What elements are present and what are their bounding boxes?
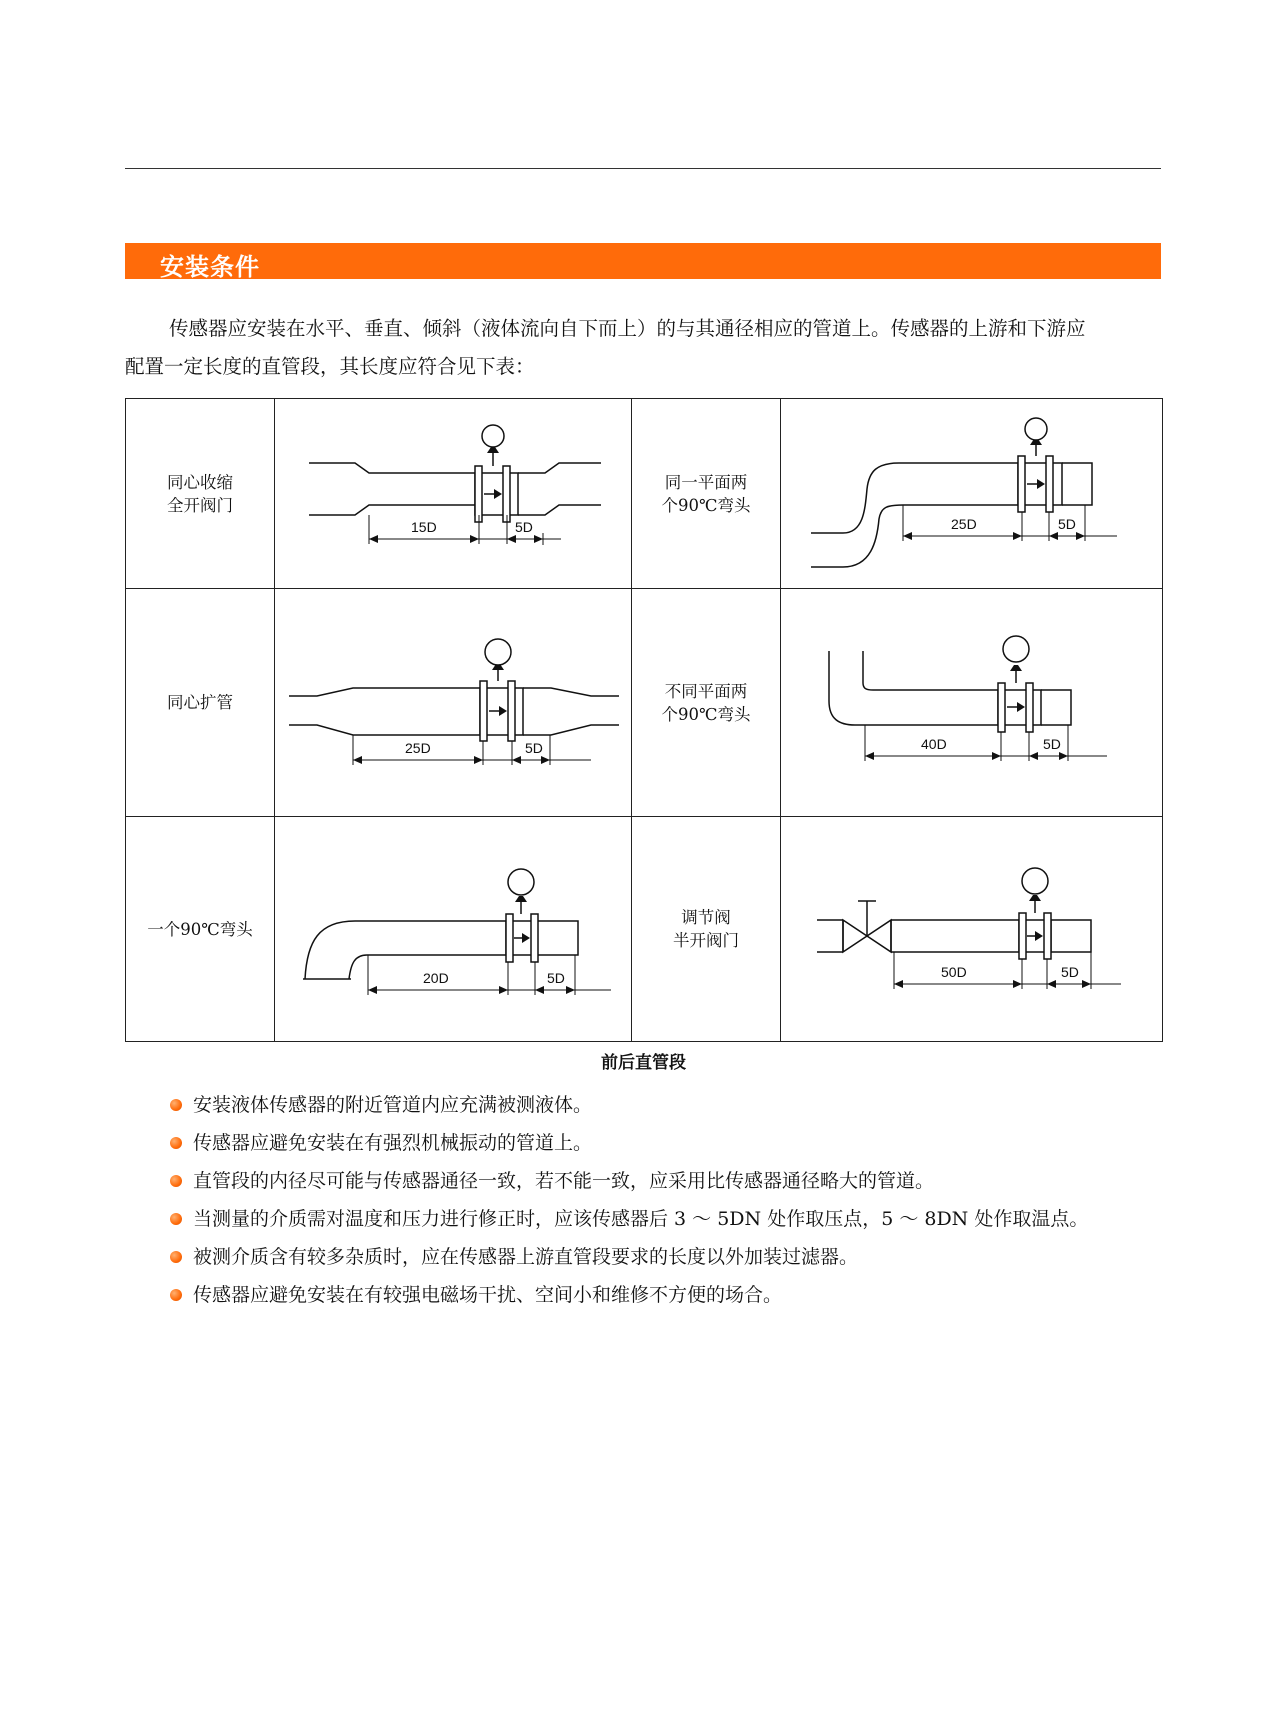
bullet-icon (170, 1251, 182, 1263)
upstream-length-label: 15D (411, 519, 437, 535)
header-rule (125, 168, 1161, 169)
list-item: 传感器应避免安装在有较强电磁场干扰、空间小和维修不方便的场合。 (168, 1276, 1168, 1314)
upstream-length-label: 25D (951, 516, 977, 532)
intro-line-1: 传感器应安装在水平、垂直、倾斜（液体流向自下而上）的与其通径相应的管道上。传感器的上游和下游应 (169, 317, 1086, 340)
downstream-length-label: 5D (547, 970, 565, 986)
downstream-length-label: 5D (1061, 964, 1079, 980)
upstream-length-label: 20D (423, 970, 449, 986)
label-control-valve: 调节阀 半开阀门 (632, 817, 781, 1042)
diagram-concentric-reducer (275, 399, 632, 589)
bullet-icon (170, 1213, 182, 1225)
section-header-bar (125, 243, 1161, 279)
list-item: 被测介质含有较多杂质时，应在传感器上游直管段要求的长度以外加装过滤器。 (168, 1238, 1168, 1276)
intro-paragraph (125, 310, 1165, 386)
table-row (126, 399, 1163, 589)
downstream-length-label: 5D (525, 740, 543, 756)
list-item: 安装液体传感器的附近管道内应充满被测液体。 (168, 1086, 1168, 1124)
diagram-two-elbows-same-plane (781, 399, 1163, 589)
label-concentric-reducer: 同心收缩 全开阀门 (126, 399, 275, 589)
downstream-length-label: 5D (515, 519, 533, 535)
diagram-concentric-expander (275, 589, 632, 817)
label-concentric-expander: 同心扩管 (126, 589, 275, 817)
diagram-two-elbows-different-planes (781, 589, 1163, 817)
downstream-length-label: 5D (1043, 736, 1061, 752)
installation-notes (168, 1086, 1168, 1314)
label-single-elbow: 一个90℃弯头 (126, 817, 275, 1042)
downstream-length-label: 5D (1058, 516, 1076, 532)
list-item: 直管段的内径尽可能与传感器通径一致，若不能一致，应采用比传感器通径略大的管道。 (168, 1162, 1168, 1200)
diagram-single-elbow (275, 817, 632, 1042)
bullet-icon (170, 1289, 182, 1301)
diagram-control-valve (781, 817, 1163, 1042)
straight-pipe-table (125, 398, 1163, 1042)
table-row (126, 589, 1163, 817)
table-caption: 前后直管段 (601, 1053, 686, 1073)
upstream-length-label: 25D (405, 740, 431, 756)
label-two-elbows-different-planes: 不同平面两 个90℃弯头 (632, 589, 781, 817)
list-item: 传感器应避免安装在有强烈机械振动的管道上。 (168, 1124, 1168, 1162)
list-item: 当测量的介质需对温度和压力进行修正时，应该传感器后 3 ～ 5DN 处作取压点，5 ～ 8DN 处作取温点。 (168, 1200, 1168, 1238)
upstream-length-label: 40D (921, 736, 947, 752)
bullet-icon (170, 1099, 182, 1111)
bullet-icon (170, 1175, 182, 1187)
intro-line-2: 配置一定长度的直管段，其长度应符合见下表： (125, 355, 535, 378)
section-title: 安装条件 (160, 253, 260, 281)
table-row (126, 817, 1163, 1042)
label-two-elbows-same-plane: 同一平面两 个90℃弯头 (632, 399, 781, 589)
upstream-length-label: 50D (941, 964, 967, 980)
bullet-icon (170, 1137, 182, 1149)
